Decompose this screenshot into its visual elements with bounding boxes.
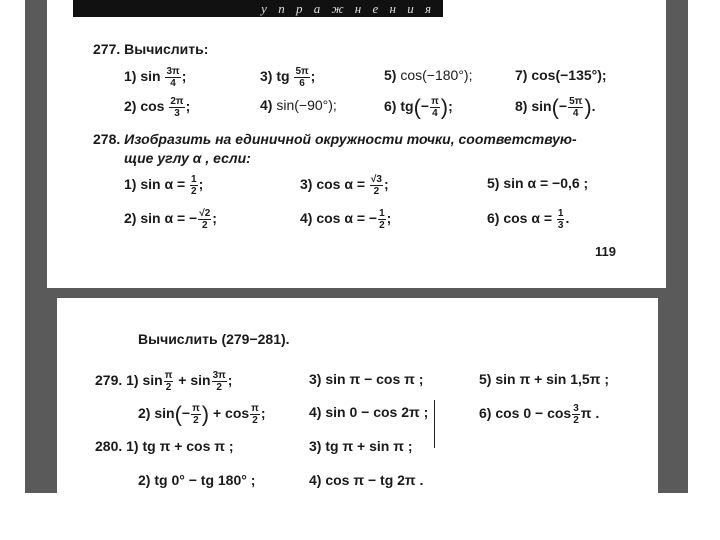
ex279-item-2: 2) sin(− $\frac{\pi}{2}$ ) + cos $\frac{\pi}{2}$ ; (138, 401, 266, 427)
ex279-item-1: 279. 1) sin $\frac{\pi}{2}$ + sin $\frac{3\pi}{2}$ ; (95, 370, 233, 393)
ex280-item-3: 3) tg π + sin π ; (309, 438, 413, 454)
ex277-item-3: 3) tg $\frac{5\pi}{6}$ ; (260, 66, 316, 89)
ex280-item-4: 4) cos π − tg 2π . (309, 472, 424, 488)
chapter-header: у п р а ж н е н и я (73, 0, 443, 17)
ex280-item-2: 2) tg 0° − tg 180° ; (138, 472, 256, 488)
ex278-item-5: 5) sin α = −0,6 ; (487, 175, 589, 191)
ex279-item-4: 4) sin 0 − cos 2π ; (309, 404, 429, 420)
ex277-item-4: 4) sin(−90°); (260, 97, 337, 113)
section-title: Вычислить (279−281). (138, 331, 290, 347)
ex277-item-5: 5) cos(−180°); (384, 67, 473, 83)
ex279-item-5: 5) sin π + sin 1,5π ; (479, 371, 609, 387)
ex277-item-6: 6) tg(− $\frac{\pi}{4}$ ); (384, 94, 453, 120)
exercise-278-heading-cont: щие углу α , если: (124, 150, 251, 166)
ex277-item-1: 1) sin $\frac{3\pi}{4}$ ; (124, 66, 187, 89)
ex278-item-1: 1) sin α = $\frac{1}{2}$ ; (124, 174, 204, 197)
exercise-278-heading: 278. Изобразить на единичной окружности точки, соответствую- (93, 131, 577, 147)
exercise-277-heading: 277. Вычислить: (93, 41, 209, 57)
ex277-item-7: 7) cos(−135°); (515, 67, 607, 83)
ex279-item-6: 6) cos 0 − cos $\frac{3}{2}$ π . (479, 403, 600, 426)
ex278-item-3: 3) cos α = $\frac{√3}{2}$ ; (300, 174, 389, 197)
ex277-item-2: 2) cos $\frac{2\pi}{3}$ ; (124, 96, 191, 119)
ex277-item-8: 8) sin(− $\frac{5\pi}{4}$ ). (515, 94, 596, 120)
ex280-item-1: 280. 1) tg π + cos π ; (95, 438, 234, 454)
page-number: 119 (595, 244, 616, 259)
ex278-item-4: 4) cos α = − $\frac{1}{2}$ ; (300, 208, 392, 231)
ex279-item-3: 3) sin π − cos π ; (309, 371, 424, 387)
margin-line (434, 400, 435, 448)
page-lower (57, 298, 658, 493)
ex278-item-2: 2) sin α = − $\frac{√2}{2}$ ; (124, 208, 217, 231)
ex278-item-6: 6) cos α = $\frac{1}{3}$ . (487, 208, 570, 231)
